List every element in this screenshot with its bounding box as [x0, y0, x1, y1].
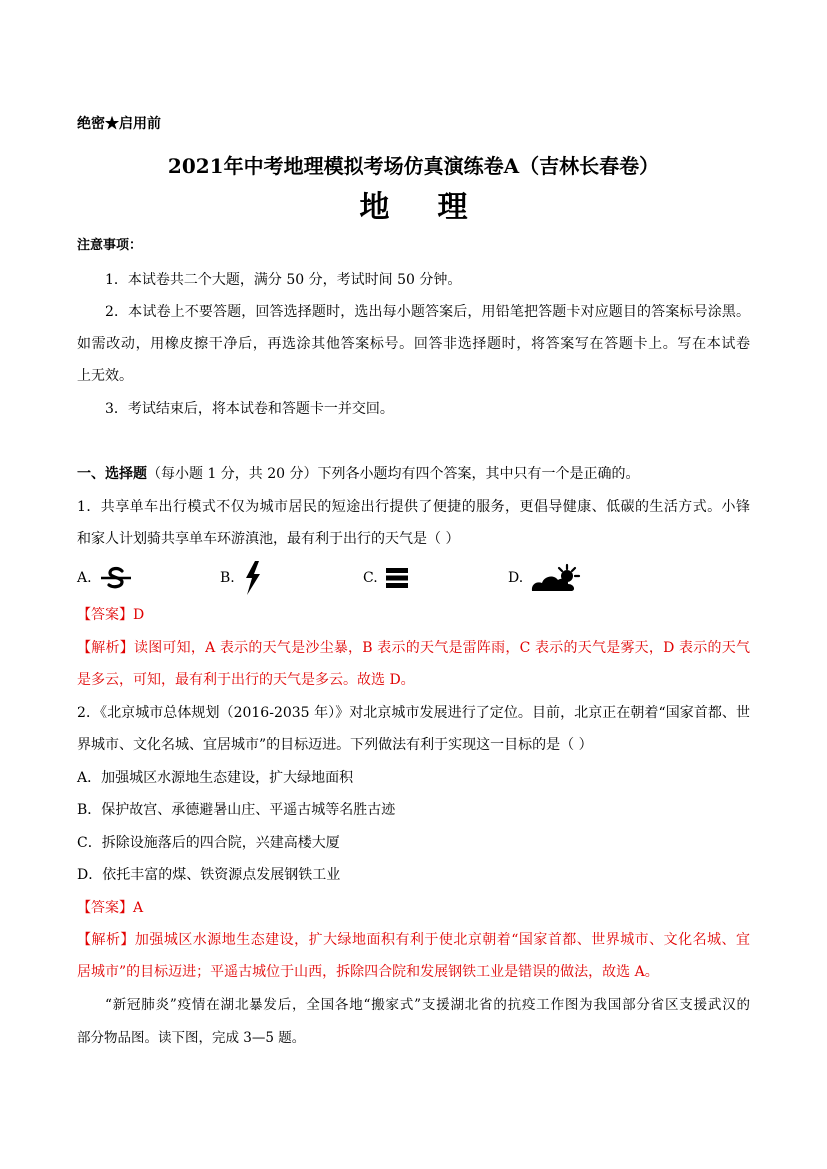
sandstorm-icon — [98, 566, 134, 590]
q2-stem-line-2: 界城市、文化名城、宜居城市”的目标迈进。下列做法有利于实现这一目标的是（ ） — [77, 737, 593, 753]
q1-option-b[interactable] — [220, 566, 265, 590]
q2-option-b[interactable]: B．保护故宫、承德避暑山庄、平遥古城等名胜古迹 — [77, 802, 396, 818]
fog-icon — [384, 567, 410, 589]
q2-answer-tag: 【答案】 — [77, 900, 133, 916]
q3-intro-line-1: “新冠肺炎”疫情在湖北暴发后，全国各地“搬家式”支援湖北省的抗疫工作图为我国部分省区支援武汉的 — [105, 997, 750, 1013]
notice-item-2-line-2: 如需改动，用橡皮擦干净后，再选涂其他答案标号。回答非选择题时，将答案写在答题卡上。写在本试卷 — [77, 336, 750, 352]
q1-answer — [77, 605, 144, 625]
q2-analysis-line-1 — [77, 930, 750, 950]
q2-option-d[interactable]: D．依托丰富的煤、铁资源点发展钢铁工业 — [77, 867, 341, 883]
q1-answer-tag: 【答案】 — [77, 607, 133, 623]
q1-stem-line-1: 1．共享单车出行模式不仅为城市居民的短途出行提供了便捷的服务，更倡导健康、低碳的生活方式。小锋 — [77, 499, 750, 515]
exam-title: 2021年中考地理模拟考场仿真演练卷A（吉林长春卷） — [167, 154, 660, 178]
q1-option-c[interactable] — [363, 566, 410, 590]
q1-option-a[interactable] — [77, 566, 134, 590]
q1-stem-line-2: 和家人计划骑共享单车环游滇池，最有利于出行的天气是（ ） — [77, 531, 460, 547]
section-1-description: （每小题 1 分，共 20 分）下列各小题均有四个答案，其中只有一个是正确的。 — [147, 466, 640, 482]
secret-mark: 绝密★启用前 — [77, 116, 161, 132]
subject-title: 地理 — [359, 190, 516, 225]
q1-analysis-text-1: 读图可知，A 表示的天气是沙尘暴，B 表示的天气是雷阵雨，C 表示的天气是雾天，D 表示的天气 — [133, 640, 751, 656]
q3-intro-line-2: 部分物品图。读下图，完成 3—5 题。 — [77, 1030, 306, 1046]
thunderstorm-icon — [241, 561, 265, 595]
q2-analysis-line-2: 居城市”的目标迈进；平遥古城位于山西，拆除四合院和发展钢铁工业是错误的做法，故选 A。 — [77, 964, 659, 980]
q2-answer-value: A — [133, 900, 144, 916]
q1-answer-value: D — [133, 607, 145, 623]
notice-item-3: 3．考试结束后，将本试卷和答题卡一并交回。 — [105, 401, 394, 417]
notice-item-2-line-3: 上无效。 — [77, 368, 133, 384]
q2-analysis-tag: 【解析】 — [77, 932, 135, 948]
q1-option-a-label: A. — [77, 570, 92, 586]
partly-cloudy-icon — [529, 563, 583, 593]
q1-analysis-tag: 【解析】 — [77, 640, 134, 656]
q1-option-d-label: D. — [508, 570, 524, 586]
notice-heading: 注意事项： — [77, 238, 143, 253]
notice-item-2-line-1: 2．本试卷上不要答题，回答选择题时，选出每小题答案后，用铅笔把答题卡对应题目的答案标号涂黑。 — [105, 304, 750, 320]
notice-item-1: 1．本试卷共二个大题，满分 50 分，考试时间 50 分钟。 — [105, 272, 462, 288]
q1-analysis-line-2: 是多云，可知，最有利于出行的天气是多云。故选 D。 — [77, 672, 415, 688]
q1-analysis-line-1 — [77, 638, 750, 658]
q2-answer — [77, 898, 143, 918]
section-1-heading: 一、选择题 — [77, 466, 147, 482]
q1-option-c-label: C. — [363, 570, 378, 586]
section-1-heading-line — [77, 464, 640, 484]
q2-option-c[interactable]: C．拆除设施落后的四合院，兴建高楼大厦 — [77, 835, 340, 851]
q2-option-a[interactable]: A．加强城区水源地生态建设，扩大绿地面积 — [77, 770, 354, 786]
q2-analysis-text-1: 加强城区水源地生态建设，扩大绿地面积有利于使北京朝着“国家首都、世界城市、文化名城、宜 — [134, 932, 751, 948]
q2-stem-line-1: 2．《北京城市总体规划（2016-2035 年）》对北京城市发展进行了定位。目前，北京正在朝着“国家首都、世 — [77, 705, 750, 721]
q1-option-b-label: B. — [220, 570, 235, 586]
q1-option-d[interactable] — [508, 566, 583, 590]
